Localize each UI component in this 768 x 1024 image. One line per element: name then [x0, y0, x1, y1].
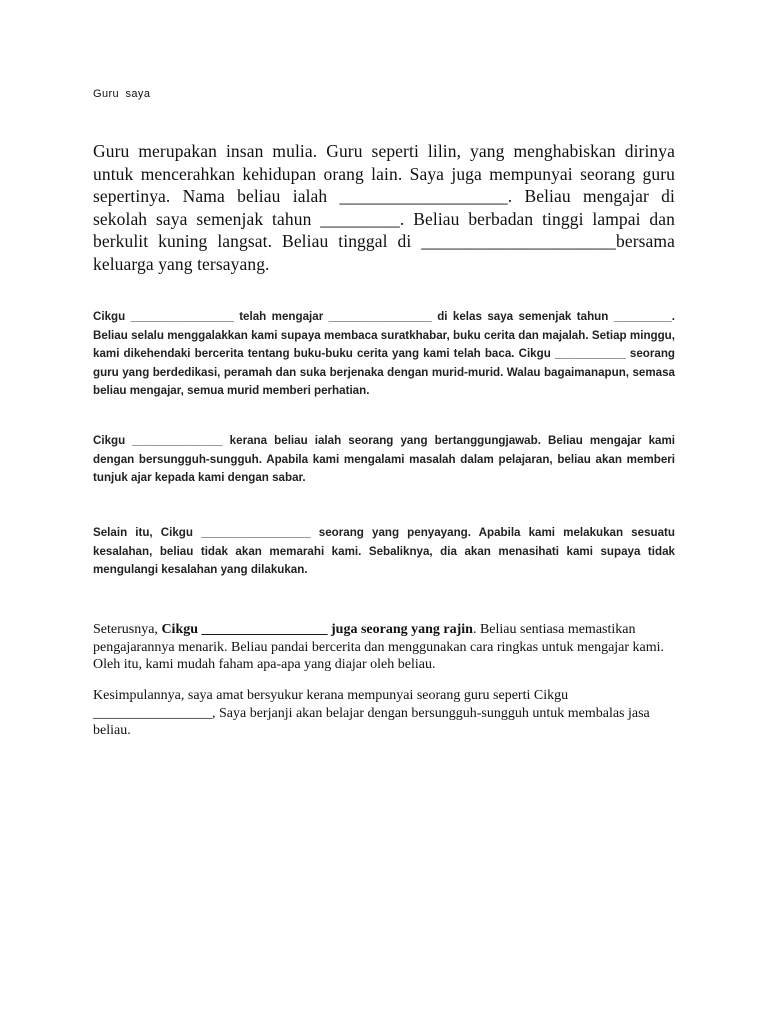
paragraph-teaching: Cikgu ________________ telah mengajar ________________ di kelas saya semenjak tahun _________. Beliau selalu menggalakkan kami supaya membaca suratkhabar, buku cerita dan majalah. Setiap minggu, kami dikehendaki bercerita tentang buku-buku cerita yang kami telah baca. Cikgu ___________ seorang guru yang berdedikasi, peramah dan suka berjenaka dengan murid-murid. Walau bagaimanapun, semasa beliau mengajar, semua murid memberi perhatian. — [93, 310, 675, 397]
intro-paragraph: Guru merupakan insan mulia. Guru seperti lilin, yang menghabiskan dirinya untuk mencerahkan kehidupan orang lain. Saya juga mempunyai seorang guru sepertinya. Nama beliau ialah ___________________. Beliau mengajar di sekolah saya semenjak tahun _________. Beliau berbadan tinggi lampai dan berkulit kuning langsat. Beliau tinggal di ______________________bersama keluarga yang tersayang. — [93, 141, 675, 274]
paragraph-caring: Selain itu, Cikgu _________________ seorang yang penyayang. Apabila kami melakukan sesuatu kesalahan, beliau tidak akan memarahi kami. Sebaliknya, dia akan menasihati kami supaya tidak mengulangi kesalahan yang dilakukan. — [93, 526, 675, 576]
paragraph-diligent-lead: Seterusnya, — [93, 622, 162, 637]
paragraph-diligent — [93, 621, 683, 674]
paragraph-conclusion: Kesimpulannya, saya amat bersyukur kerana mempunyai seorang guru seperti Cikgu _________________, Saya berjanji akan belajar dengan bersungguh-sungguh untuk membalas jasa beliau. — [93, 688, 650, 739]
paragraph-diligent-rest: . Beliau sentiasa memastikan pengajarannya menarik. Beliau pandai bercerita dan menggunakan cara ringkas untuk mengajar kami. Oleh itu, kami mudah faham apa-apa yang diajar oleh beliau. — [93, 622, 665, 673]
paragraph-responsible: Cikgu ______________ kerana beliau ialah seorang yang bertanggungjawab. Beliau mengajar kami dengan bersungguh-sungguh. Apabila kami mengalami masalah dalam pelajaran, beliau akan memberi tunjuk ajar kepada kami dengan sabar. — [93, 434, 675, 484]
paragraph-diligent-bold: Cikgu __________________ juga seorang yang rajin — [161, 622, 473, 637]
document-title: Guru saya — [93, 88, 151, 100]
